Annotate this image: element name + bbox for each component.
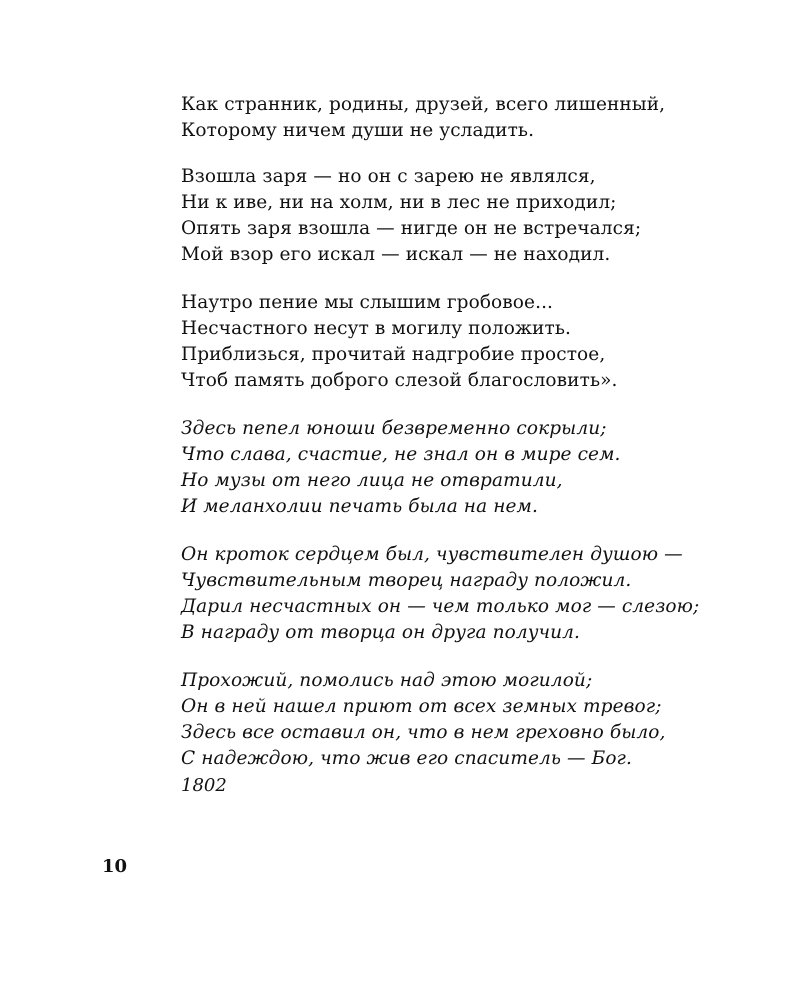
poem-line: Чувствительным творец награду положил. (181, 570, 632, 591)
stanza (181, 164, 741, 268)
poem-line: Опять заря взошла — нигде он не встречался; (181, 218, 642, 239)
poem-line: Он в ней нашел приют от всех земных тревог; (181, 696, 662, 717)
poem-line: Несчастного несут в могилу положить. (181, 318, 571, 339)
poem-line: Как странник, родины, друзей, всего лишенный, (181, 94, 666, 115)
poem-line: Прохожий, помолись над этою могилой; (181, 670, 593, 691)
poem-line: С надеждою, что жив его спаситель — Бог. (181, 748, 632, 769)
poem-year: 1802 (181, 775, 227, 796)
poem-line: Чтоб память доброго слезой благословить». (181, 370, 618, 391)
poem-line: Здесь все оставил он, что в нем греховно было, (181, 722, 666, 743)
epitaph-stanza (181, 416, 741, 520)
poem-line: Взошла заря — но он с зарею не являлся, (181, 166, 596, 187)
poem-line: Дарил несчастных он — чем только мог — слезою; (181, 596, 700, 617)
poem-line: В награду от творца он друга получил. (181, 622, 581, 643)
poem-text (181, 92, 741, 798)
poem-line: Он кроток сердцем был, чувствителен душою — (181, 544, 683, 565)
poem-line: Наутро пение мы слышим гробовое... (181, 292, 554, 313)
poem-line: Здесь пепел юноши безвременно сокрыли; (181, 418, 607, 439)
poem-line: Мой взор его искал — искал — не находил. (181, 244, 611, 265)
poem-line: Но музы от него лица не отвратили, (181, 470, 563, 491)
stanza (181, 92, 741, 144)
page-number: 10 (102, 856, 128, 877)
poem-line: Что слава, счастие, не знал он в мире сем. (181, 444, 621, 465)
poem-line: Которому ничем души не усладить. (181, 120, 535, 141)
epitaph-stanza (181, 668, 741, 772)
poem-line: Приблизься, прочитай надгробие простое, (181, 344, 606, 365)
epitaph-stanza (181, 542, 741, 646)
poem-line: Ни к иве, ни на холм, ни в лес не приходил; (181, 192, 617, 213)
stanza (181, 290, 741, 394)
poem-line: И меланхолии печать была на нем. (181, 496, 538, 517)
